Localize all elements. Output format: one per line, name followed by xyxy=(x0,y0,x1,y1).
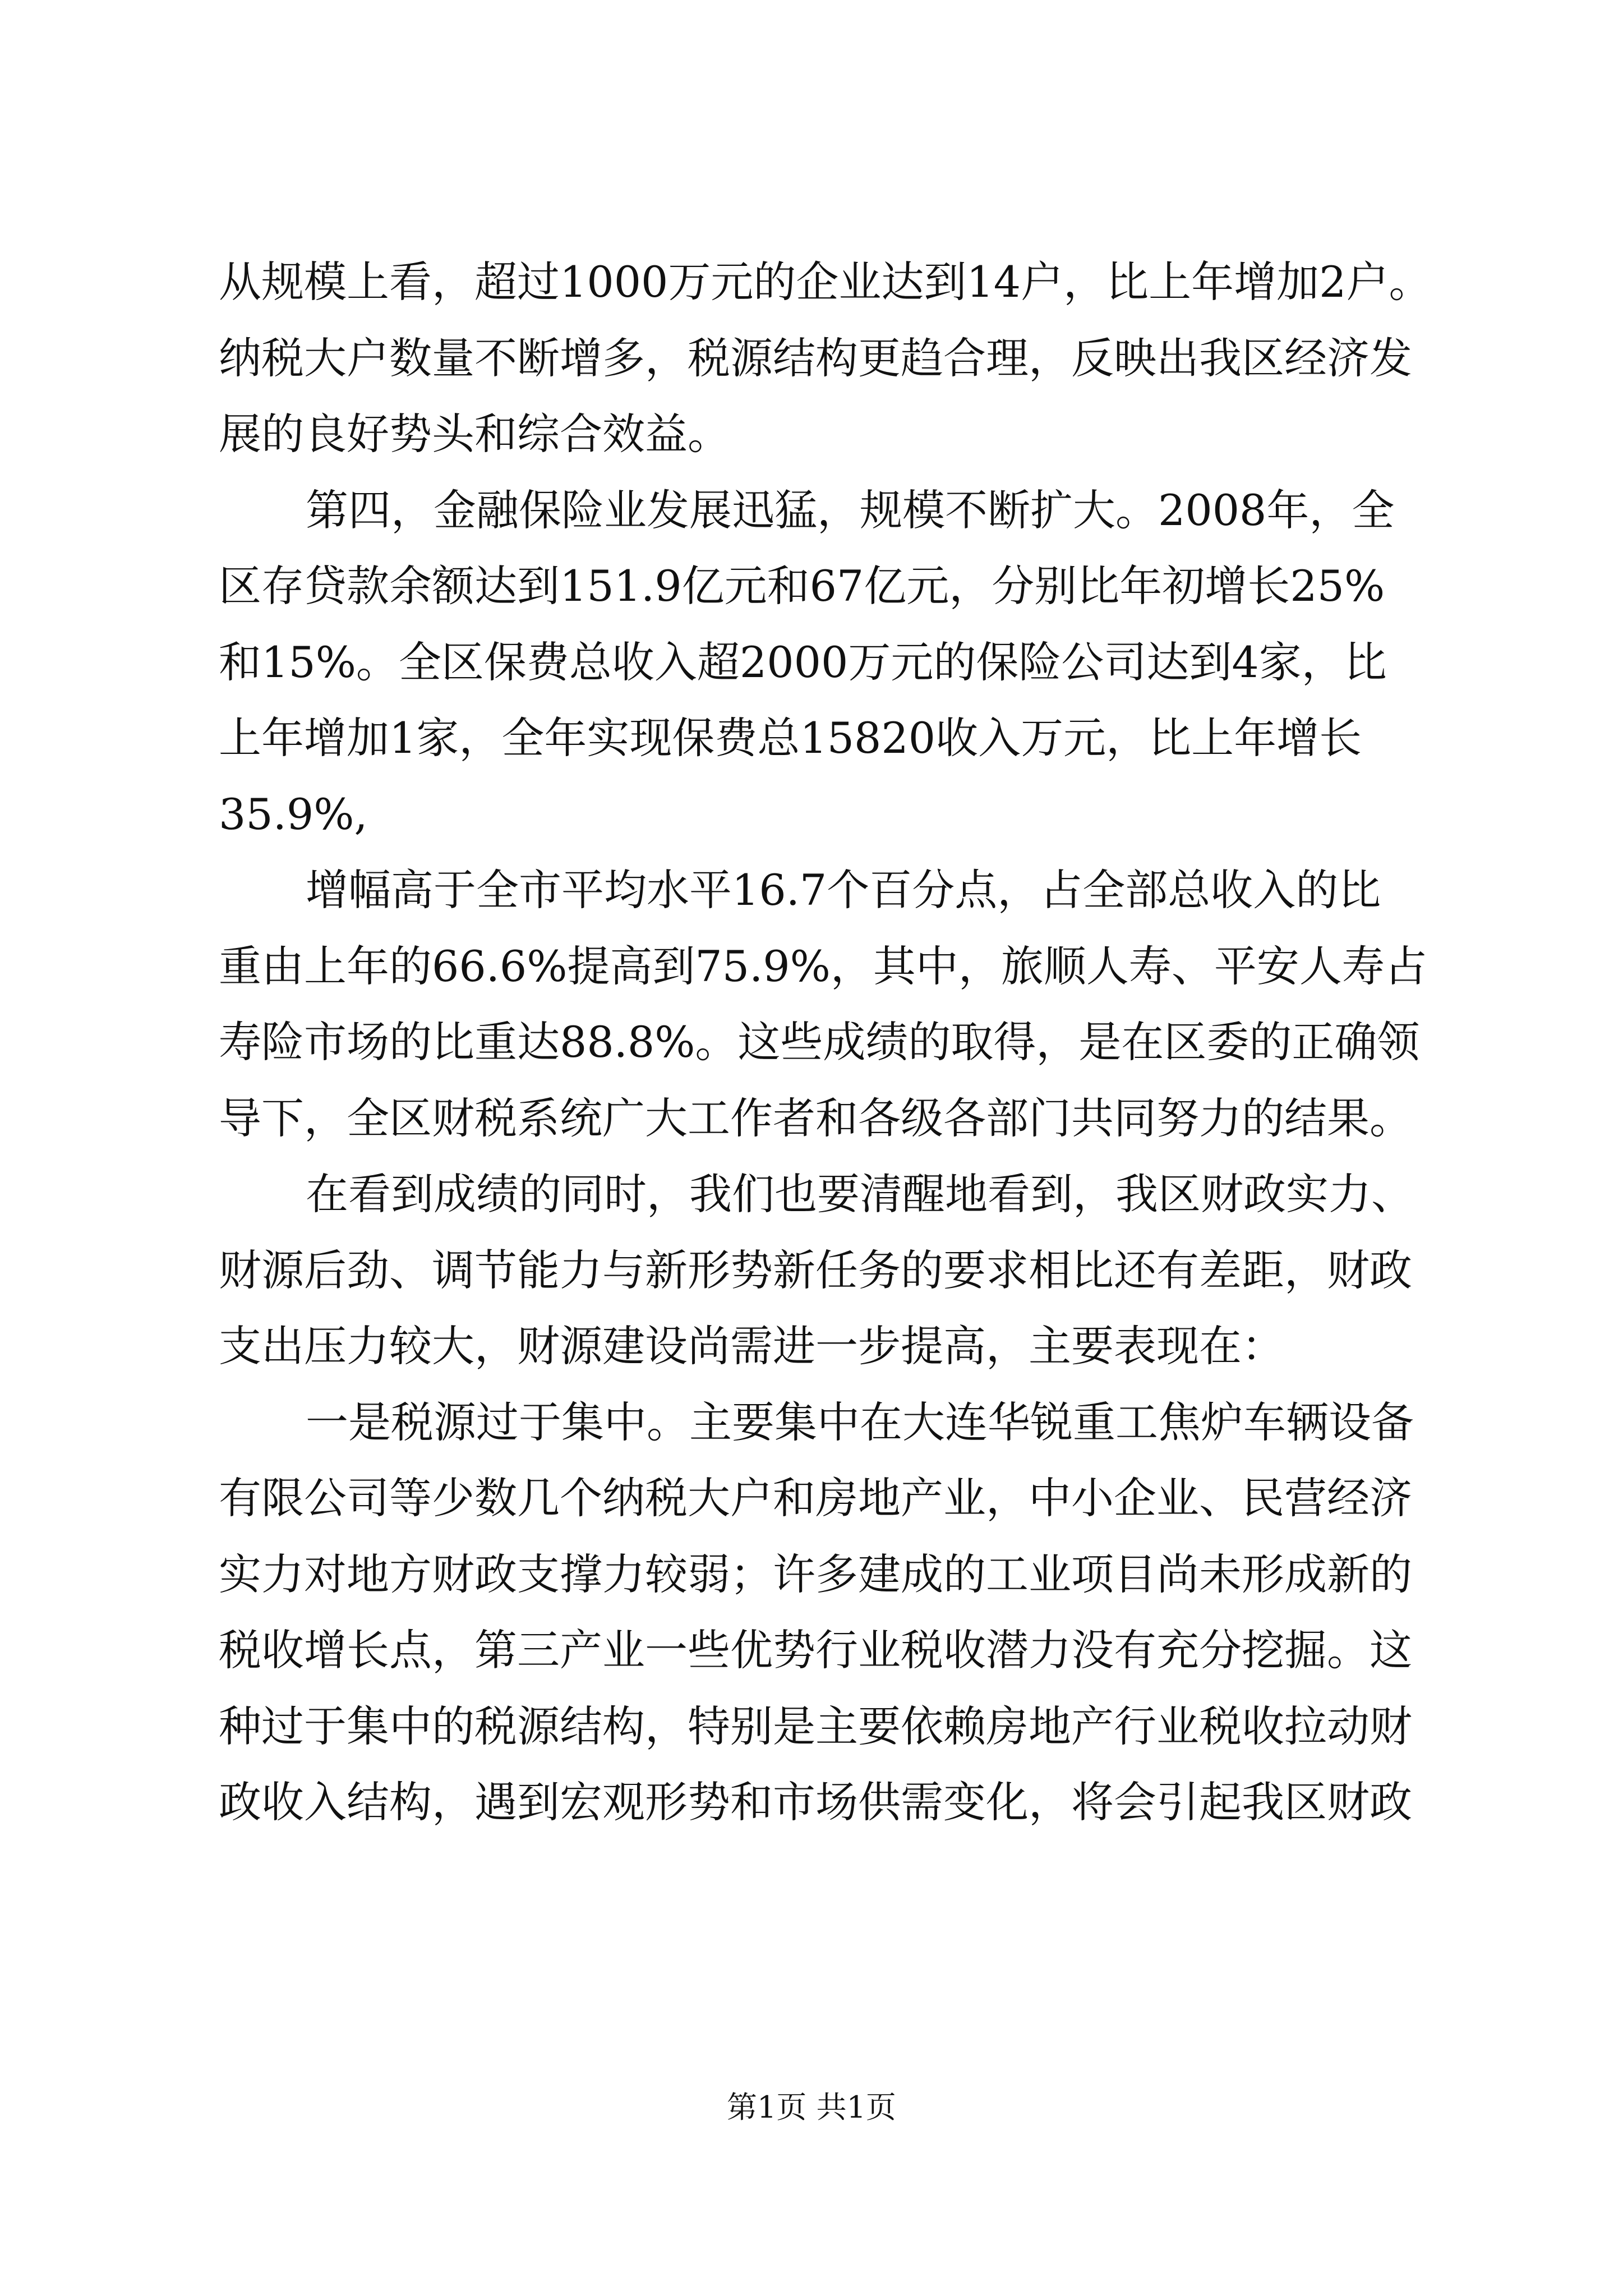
text-line: 实力对地方财政支撑力较弱；许多建成的工业项目尚未形成新的 xyxy=(219,1549,1412,1599)
text-line: 35.9%, xyxy=(219,789,368,839)
text-line: 纳税大户数量不断增多，税源结构更趋合理，反映出我区经济发 xyxy=(219,333,1412,383)
text-line: 税收增长点，第三产业一些优势行业税收潜力没有充分挖掘。这 xyxy=(219,1625,1412,1675)
text-line: 从规模上看，超过1000万元的企业达到14户，比上年增加2户。 xyxy=(219,257,1432,307)
text-line: 增幅高于全市平均水平16.7个百分点，占全部总收入的比 xyxy=(306,865,1381,915)
text-line: 重由上年的66.6%提高到75.9%，其中，旅顺人寿、平安人寿占 xyxy=(219,941,1427,991)
text-line: 有限公司等少数几个纳税大户和房地产业，中小企业、民营经济 xyxy=(219,1473,1412,1523)
text-line: 上年增加1家，全年实现保费总15820收入万元，比上年增长 xyxy=(219,713,1362,763)
text-line: 展的良好势头和综合效益。 xyxy=(219,409,730,459)
text-line: 在看到成绩的同时，我们也要清醒地看到，我区财政实力、 xyxy=(306,1169,1414,1219)
text-line: 第四，金融保险业发展迅猛，规模不断扩大。2008年，全 xyxy=(306,485,1395,535)
text-line: 财源后劲、调节能力与新形势新任务的要求相比还有差距，财政 xyxy=(219,1245,1412,1295)
text-line: 寿险市场的比重达88.8%。这些成绩的取得，是在区委的正确领 xyxy=(219,1017,1420,1067)
text-line: 支出压力较大，财源建设尚需进一步提高，主要表现在： xyxy=(219,1321,1284,1371)
text-line: 和15%。全区保费总收入超2000万元的保险公司达到4家，比 xyxy=(219,637,1387,687)
text-line: 导下，全区财税系统广大工作者和各级各部门共同努力的结果。 xyxy=(219,1093,1412,1143)
text-line: 一是税源过于集中。主要集中在大连华锐重工焦炉车辆设备 xyxy=(306,1397,1414,1447)
text-line: 区存贷款余额达到151.9亿元和67亿元，分别比年初增长25% xyxy=(219,561,1385,611)
page-footer: 第1页 共1页 xyxy=(727,2090,896,2125)
text-line: 政收入结构，遇到宏观形势和市场供需变化，将会引起我区财政 xyxy=(219,1777,1412,1827)
text-line: 种过于集中的税源结构，特别是主要依赖房地产行业税收拉动财 xyxy=(219,1701,1412,1751)
